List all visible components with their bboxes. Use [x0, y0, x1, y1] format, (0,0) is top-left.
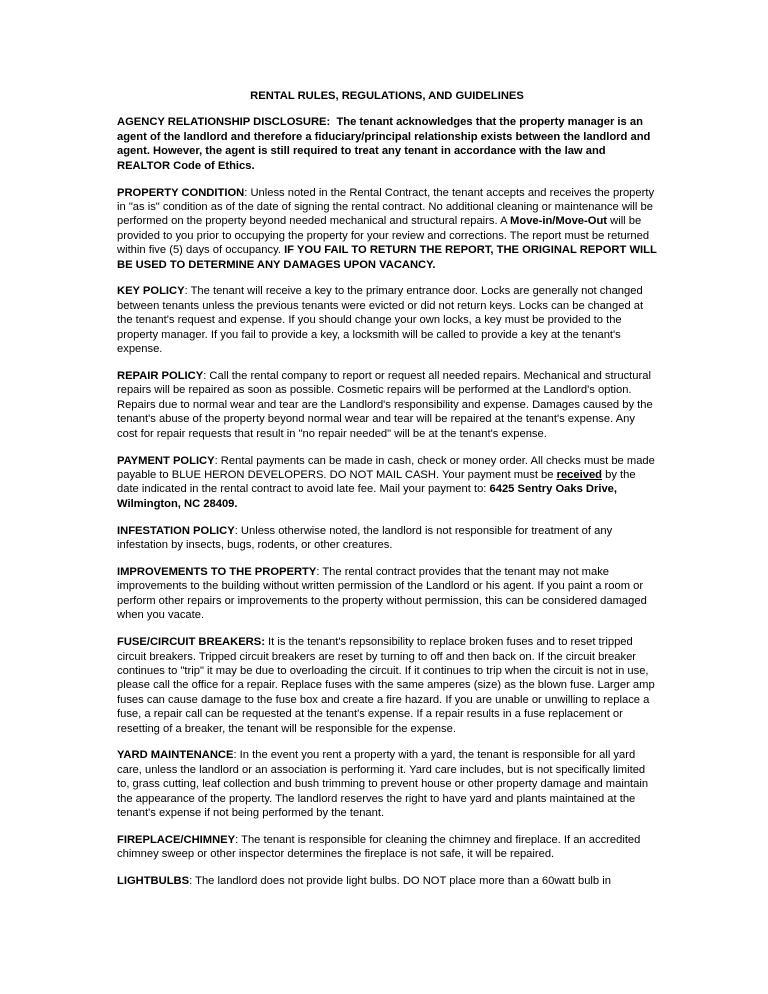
section-yard-maintenance: [117, 748, 657, 820]
agency-heading: AGENCY RELATIONSHIP DISCLOSURE:: [117, 116, 331, 129]
property-condition-heading: PROPERTY CONDITION: [117, 186, 245, 199]
section-fireplace: [117, 833, 657, 862]
move-in-move-out-term: Move-in/Move-Out: [510, 215, 608, 228]
document-title: RENTAL RULES, REGULATIONS, AND GUIDELINES: [250, 90, 524, 102]
repair-policy-heading: REPAIR POLICY: [117, 370, 204, 382]
section-infestation-policy: [117, 524, 657, 553]
section-fuse-breakers: [117, 635, 657, 736]
improvements-body: : The rental contract provides that the tenant may not make improvements to the building without written permission of the Landlord or his agent. If you paint a room or perform other repairs or improvements to the property without permission, this can be considered damaged when you vacate.: [117, 565, 647, 622]
payment-policy-heading: PAYMENT POLICY: [117, 454, 215, 467]
section-improvements: [117, 565, 657, 623]
received-term: received: [556, 468, 602, 481]
section-lightbulbs: [117, 874, 657, 888]
payment-policy-text-2: by the date indicated in the rental contract to avoid late fee. Mail your payment to:: [117, 468, 636, 496]
document-page: [117, 89, 657, 901]
key-policy-heading: KEY POLICY: [117, 285, 185, 298]
infestation-policy-heading: INFESTATION POLICY: [117, 524, 235, 537]
payment-address: 6425 Sentry Oaks Drive, Wilmington, NC 28409.: [117, 483, 618, 510]
lightbulbs-heading: LIGHTBULBS: [117, 875, 190, 888]
yard-maintenance-heading: YARD MAINTENANCE: [117, 749, 234, 762]
infestation-policy-body: : Unless otherwise noted, the landlord is not responsible for treatment of any infestation by insects, bugs, rodents, or other creatures.: [117, 524, 613, 552]
fireplace-heading: FIREPLACE/CHIMNEY: [117, 833, 236, 846]
property-condition-warning: IF YOU FAIL TO RETURN THE REPORT, THE ORIGINAL REPORT WILL BE USED TO DETERMINE ANY DAMAGES UPON VACANCY.: [117, 244, 657, 271]
payment-policy-text-1: : Rental payments can be made in cash, check or money order. All checks must be made payable to BLUE HERON DEVELOPERS. DO NOT MAIL CASH. Your payment must be: [117, 454, 655, 481]
section-key-policy: [117, 284, 657, 356]
lightbulbs-body: : The landlord does not provide light bulbs. DO NOT place more than a 60watt bulb in: [189, 875, 611, 888]
section-agency: [117, 115, 657, 173]
section-payment-policy: [117, 454, 657, 512]
section-repair-policy: [117, 369, 657, 441]
yard-maintenance-body: : In the event you rent a property with a yard, the tenant is responsible for all yard care, unless the landlord or an association is performing it. Yard care includes, but is not specifically limited to, grass cutting, leaf collection and bush trimming to prevent house or other property damage and maintain the appearance of the property. The landlord reserves the right to have yard and plants maintained at the tenant's expense if not being performed by the tenant.: [117, 749, 649, 820]
improvements-heading: IMPROVEMENTS TO THE PROPERTY: [117, 565, 317, 578]
fireplace-body: : The tenant is responsible for cleaning the chimney and fireplace. If an accredited chimney sweep or other inspector determines the fireplace is not safe, it will be repaired.: [117, 833, 641, 861]
property-condition-text-2: will be provided to you prior to occupying the property for your review and corrections. The report must be returned within five (5) days of occupancy.: [117, 215, 650, 257]
fuse-breakers-heading: FUSE/CIRCUIT BREAKERS:: [117, 636, 265, 649]
key-policy-body: : The tenant will receive a key to the primary entrance door. Locks are generally not changed between tenants unless the previous tenants were evicted or did not return keys. Locks can be changed at the tenant's request and expense. If you should change your own locks, a key must be provided to the property manager. If you fail to provide a key, a locksmith will be called to provide a key at the tenant's expense.: [117, 285, 644, 356]
fuse-breakers-body: It is the tenant's repsonsibility to replace broken fuses and to reset tripped circuit breakers. Tripped circuit breakers are reset by turning to off and then back on. If the circuit breaker continues to "trip" it may be due to overloading the circuit. If it continues to trip when the circuit is not in use, please call the office for a repair. Replace fuses with the same amperes (size) as the blown fuse. Larger amp fuses can cause damage to the fuse box and create a fire hazard. If you are unable or unwilling to replace a fuse, a repair call can be requested at the tenant's expense. If a repair results in a fuse replacement or resetting of a breaker, the tenant will be responsible for the expense.: [117, 636, 655, 735]
property-condition-text-1: : Unless noted in the Rental Contract, the tenant accepts and receives the property in "as is" condition as of the date of signing the rental contract. No additional cleaning or maintenance will be performed on the property beyond needed mechanical and structural repairs. A: [117, 186, 655, 228]
repair-policy-body: : Call the rental company to report or request all needed repairs. Mechanical and structural repairs will be repaired as soon as possible. Cosmetic repairs will be performed at the Landlord's option. Repairs due to normal wear and tear are the Landlord's responsibility and expense. Damages caused by the tenant's abuse of the property beyond normal wear and tear will be repaired at the tenant's expense. Any cost for repair requests that result in "no repair needed" will be at the tenant's expense.: [117, 370, 653, 440]
agency-body: The tenant acknowledges that the property manager is an agent of the landlord and therefore a fiduciary/principal relationship exists between the landlord and agent. However, the agent is still required to treat any tenant in accordance with the law and REALTOR Code of Ethics.: [117, 116, 651, 172]
section-property-condition: [117, 186, 657, 272]
